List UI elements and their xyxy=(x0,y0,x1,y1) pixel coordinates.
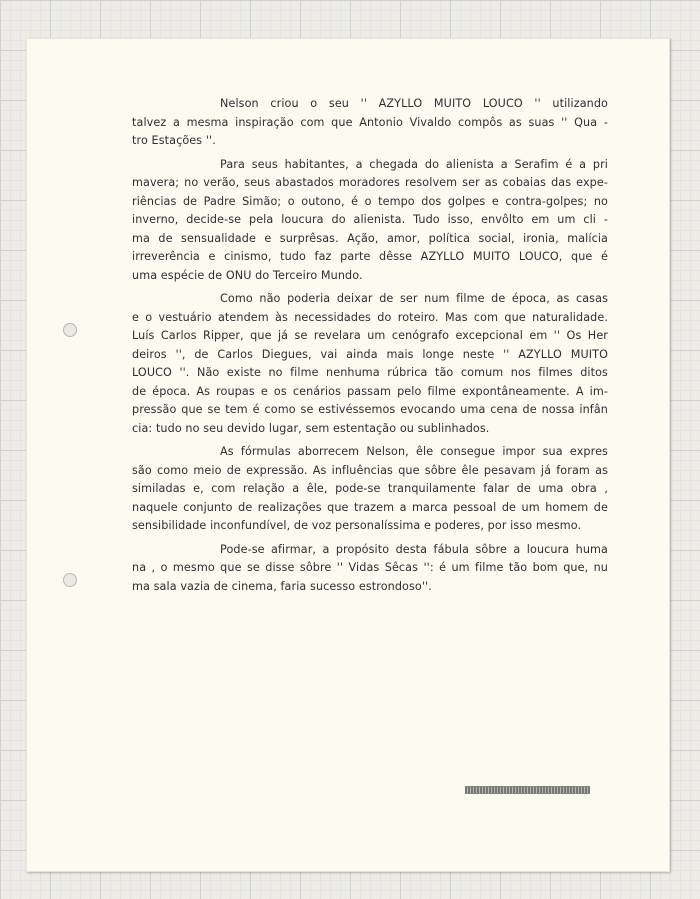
document-body xyxy=(132,95,608,601)
text-line: Como não poderia deixar de ser num filme de época, as casas xyxy=(220,292,608,305)
text-line: similadas e, com relação a êle, pode-se tranquilamente falar de uma obra , xyxy=(132,482,608,495)
text-line: Para seus habitantes, a chegada do alienista a Serafim é a pri xyxy=(220,157,608,171)
text-line: riências de Padre Simão; o outono, é o tempo dos golpes e contra-golpes; no xyxy=(132,194,608,208)
typed-strikeout-signature-line xyxy=(465,786,590,794)
text-line: e o vestuário atendem às necessidades do roteiro. Mas com que naturalidade. xyxy=(132,310,608,324)
text-line: tro Estações ''. xyxy=(132,134,216,147)
text-line: talvez a mesma inspiração com que Antonio Vivaldo compôs as suas '' Qua - xyxy=(132,115,608,129)
text-line: As fórmulas aborrecem Nelson, êle consegue impor sua expres xyxy=(220,445,608,458)
text-line: cia: tudo no seu devido lugar, sem estentação ou sublinhados. xyxy=(132,421,490,435)
paragraph-5 xyxy=(132,541,608,597)
paragraph-2 xyxy=(132,156,608,286)
text-line: na , o mesmo que se disse sôbre '' Vidas Sêcas '': é um filme tão bom que, nu xyxy=(132,561,608,574)
text-line: Luís Carlos Ripper, que já se revelara um cenógrafo excepcional em '' Os Her xyxy=(132,329,608,342)
text-line: mavera; no verão, seus abastados moradores resolvem ser as cobaias das expe- xyxy=(132,176,608,189)
text-line: Nelson criou o seu '' AZYLLO MUITO LOUCO '' utilizando xyxy=(220,97,608,110)
paragraph-4 xyxy=(132,443,608,536)
punch-hole-top xyxy=(63,323,77,337)
text-line: Pode-se afirmar, a propósito desta fábula sôbre a loucura huma xyxy=(220,542,608,556)
text-line: ma de sensualidade e surprêsas. Ação, amor, política social, ironia, malícia xyxy=(132,231,608,245)
text-line: deiros '', de Carlos Diegues, vai ainda mais longe neste '' AZYLLO MUITO xyxy=(132,347,608,361)
text-line: pressão que se tem é como se estivéssemos evocando uma cena de nossa infân xyxy=(132,403,608,416)
text-line: são como meio de expressão. As influências que sôbre êle pesavam já foram as xyxy=(132,463,608,477)
text-line: ma sala vazia de cinema, faria sucesso estrondoso''. xyxy=(132,579,432,593)
text-line: irreverência e cinismo, tudo faz parte dêsse AZYLLO MUITO LOUCO, que é xyxy=(132,250,608,263)
text-line: inverno, decide-se pela loucura do alienista. Tudo isso, envôlto em um cli - xyxy=(132,213,608,226)
text-line: de época. As roupas e os cenários passam pelo filme expontâneamente. A im- xyxy=(132,384,608,398)
punch-hole-bottom xyxy=(63,573,77,587)
paragraph-3 xyxy=(132,290,608,438)
text-line: uma espécie de ONU do Terceiro Mundo. xyxy=(132,268,363,282)
text-line: sensibilidade inconfundível, de voz personalíssima e poderes, por isso mesmo. xyxy=(132,519,582,532)
paragraph-1 xyxy=(132,95,608,151)
text-line: LOUCO ''. Não existe no filme nenhuma rúbrica tão comum nos filmes ditos xyxy=(132,366,608,379)
text-line: naquele conjunto de realizações que trazem a marca pessoal de um homem de xyxy=(132,500,608,514)
